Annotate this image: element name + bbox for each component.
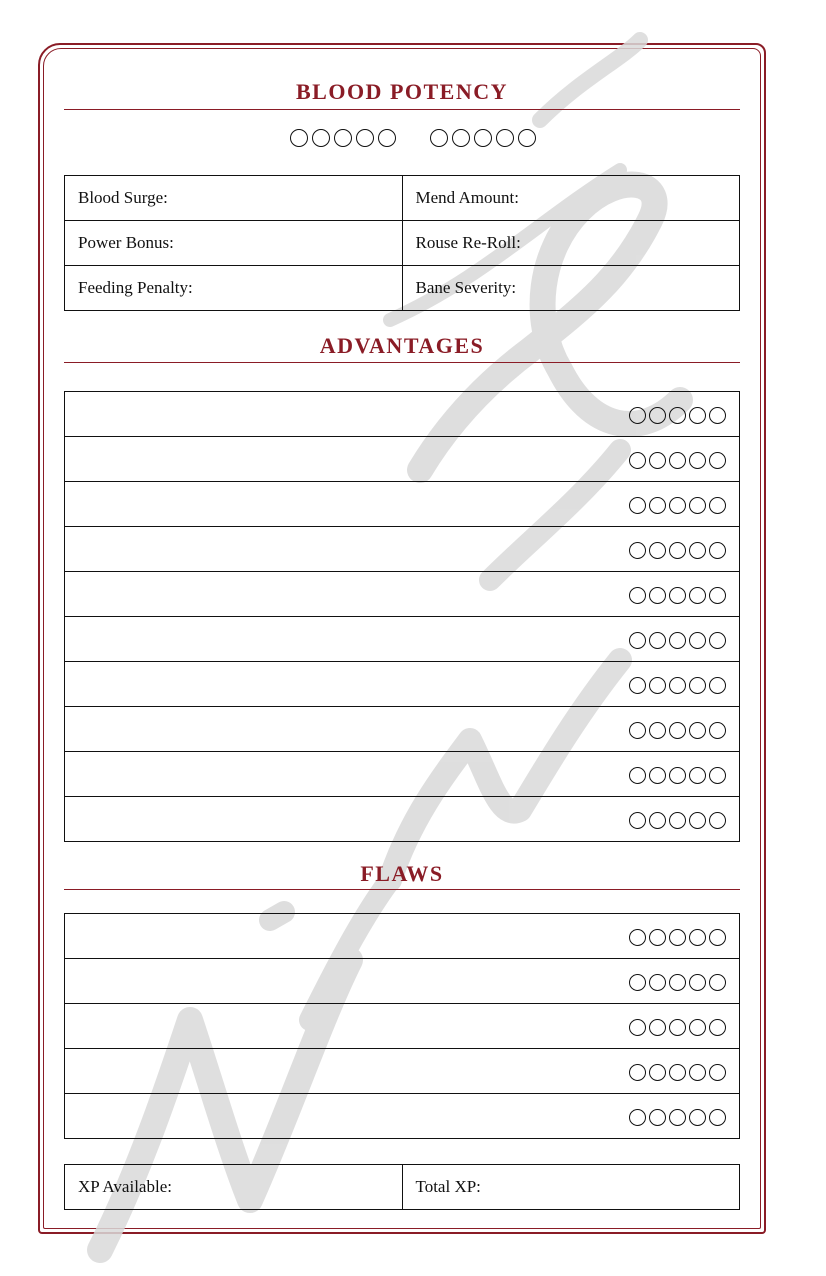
dot[interactable] [474, 129, 492, 147]
rating-dot[interactable] [629, 632, 646, 649]
flaws-table [64, 913, 740, 1139]
rating-dot[interactable] [669, 497, 686, 514]
rating-dot[interactable] [689, 677, 706, 694]
blood-potency-dots [0, 127, 826, 147]
rating-dot[interactable] [669, 929, 686, 946]
advantage-row-cell[interactable] [65, 482, 740, 527]
rating-dots [627, 971, 727, 991]
rating-dot[interactable] [689, 1019, 706, 1036]
rating-dot[interactable] [689, 497, 706, 514]
rating-dot[interactable] [669, 542, 686, 559]
rating-dot[interactable] [669, 452, 686, 469]
dot[interactable] [430, 129, 448, 147]
rating-dot[interactable] [669, 407, 686, 424]
dot[interactable] [452, 129, 470, 147]
dot[interactable] [518, 129, 536, 147]
advantage-row-cell[interactable] [65, 527, 740, 572]
rating-dot[interactable] [669, 722, 686, 739]
advantage-row-cell[interactable] [65, 752, 740, 797]
rating-dot[interactable] [709, 677, 726, 694]
rating-dot[interactable] [629, 452, 646, 469]
rating-dot[interactable] [649, 974, 666, 991]
flaw-row[interactable] [65, 1094, 740, 1139]
rating-dots [627, 539, 727, 559]
rating-dot[interactable] [709, 767, 726, 784]
flaw-row[interactable] [65, 914, 740, 959]
section-rule [64, 362, 740, 363]
rating-dots [627, 494, 727, 514]
flaw-row[interactable] [65, 1004, 740, 1049]
field-power-bonus[interactable]: Power Bonus: [65, 221, 403, 266]
advantage-row[interactable] [65, 617, 740, 662]
flaw-row-cell[interactable] [65, 1049, 740, 1094]
rating-dot[interactable] [709, 1109, 726, 1126]
flaw-row-cell[interactable] [65, 914, 740, 959]
rating-dot[interactable] [689, 587, 706, 604]
field-bane-severity[interactable]: Bane Severity: [402, 266, 740, 311]
advantage-row[interactable] [65, 437, 740, 482]
flaw-row[interactable] [65, 959, 740, 1004]
rating-dot[interactable] [629, 1109, 646, 1126]
rating-dot[interactable] [649, 497, 666, 514]
dot[interactable] [334, 129, 352, 147]
rating-dot[interactable] [629, 1064, 646, 1081]
dot-group-2 [428, 127, 538, 147]
rating-dot[interactable] [629, 767, 646, 784]
advantage-row[interactable] [65, 662, 740, 707]
flaw-row-cell[interactable] [65, 959, 740, 1004]
advantages-table [64, 391, 740, 842]
rating-dot[interactable] [709, 722, 726, 739]
rating-dot[interactable] [689, 722, 706, 739]
rating-dots [627, 809, 727, 829]
advantage-row[interactable] [65, 482, 740, 527]
advantage-row-cell[interactable] [65, 572, 740, 617]
rating-dot[interactable] [629, 542, 646, 559]
rating-dot[interactable] [709, 407, 726, 424]
table-row [65, 221, 740, 266]
rating-dot[interactable] [629, 812, 646, 829]
rating-dot[interactable] [689, 407, 706, 424]
rating-dot[interactable] [709, 542, 726, 559]
rating-dots [627, 449, 727, 469]
rating-dots [627, 674, 727, 694]
rating-dots [627, 404, 727, 424]
rating-dots [627, 1061, 727, 1081]
rating-dot[interactable] [689, 1064, 706, 1081]
dot-group-1 [288, 127, 398, 147]
rating-dot[interactable] [629, 497, 646, 514]
rating-dots [627, 926, 727, 946]
advantage-row-cell[interactable] [65, 662, 740, 707]
rating-dot[interactable] [669, 1109, 686, 1126]
rating-dot[interactable] [669, 1064, 686, 1081]
rating-dots [627, 1106, 727, 1126]
xp-table [64, 1164, 740, 1210]
field-xp-available[interactable]: XP Available: [65, 1165, 403, 1210]
rating-dot[interactable] [649, 452, 666, 469]
rating-dot[interactable] [649, 677, 666, 694]
advantage-row-cell[interactable] [65, 437, 740, 482]
section-rule [64, 889, 740, 890]
rating-dot[interactable] [689, 452, 706, 469]
blood-potency-table [64, 175, 740, 311]
rating-dot[interactable] [649, 407, 666, 424]
advantage-row-cell[interactable] [65, 392, 740, 437]
advantage-row[interactable] [65, 527, 740, 572]
rating-dot[interactable] [669, 767, 686, 784]
rating-dot[interactable] [649, 1109, 666, 1126]
rating-dot[interactable] [709, 974, 726, 991]
rating-dot[interactable] [649, 929, 666, 946]
advantage-row-cell[interactable] [65, 707, 740, 752]
advantage-row[interactable] [65, 392, 740, 437]
rating-dot[interactable] [629, 587, 646, 604]
advantage-row[interactable] [65, 707, 740, 752]
rating-dot[interactable] [689, 632, 706, 649]
section-title-advantages: ADVANTAGES [319, 333, 485, 358]
rating-dot[interactable] [629, 929, 646, 946]
rating-dot[interactable] [689, 767, 706, 784]
rating-dot[interactable] [689, 812, 706, 829]
rating-dots [627, 764, 727, 784]
rating-dot[interactable] [709, 587, 726, 604]
dot[interactable] [290, 129, 308, 147]
rating-dot[interactable] [669, 1019, 686, 1036]
field-feeding-penalty[interactable]: Feeding Penalty: [65, 266, 403, 311]
rating-dot[interactable] [669, 632, 686, 649]
rating-dot[interactable] [649, 542, 666, 559]
rating-dot[interactable] [629, 1019, 646, 1036]
table-row [65, 1165, 740, 1210]
rating-dot[interactable] [709, 1064, 726, 1081]
rating-dot[interactable] [629, 974, 646, 991]
section-title-flaws: FLAWS [360, 861, 444, 886]
rating-dot[interactable] [689, 929, 706, 946]
rating-dot[interactable] [649, 632, 666, 649]
rating-dot[interactable] [649, 1019, 666, 1036]
rating-dot[interactable] [709, 812, 726, 829]
rating-dot[interactable] [709, 497, 726, 514]
rating-dot[interactable] [709, 452, 726, 469]
rating-dot[interactable] [689, 974, 706, 991]
field-total-xp[interactable]: Total XP: [402, 1165, 740, 1210]
advantage-row-cell[interactable] [65, 617, 740, 662]
rating-dot[interactable] [649, 767, 666, 784]
rating-dots [627, 1016, 727, 1036]
rating-dot[interactable] [649, 722, 666, 739]
flaw-row-cell[interactable] [65, 1094, 740, 1139]
rating-dots [627, 584, 727, 604]
rating-dot[interactable] [689, 542, 706, 559]
rating-dots [627, 629, 727, 649]
flaw-row-cell[interactable] [65, 1004, 740, 1049]
rating-dot[interactable] [709, 1019, 726, 1036]
rating-dot[interactable] [669, 974, 686, 991]
rating-dot[interactable] [669, 587, 686, 604]
rating-dots [627, 719, 727, 739]
field-blood-surge[interactable]: Blood Surge: [65, 176, 403, 221]
field-rouse-reroll[interactable]: Rouse Re-Roll: [402, 221, 740, 266]
rating-dot[interactable] [629, 722, 646, 739]
flaw-row[interactable] [65, 1049, 740, 1094]
advantage-row-cell[interactable] [65, 797, 740, 842]
rating-dot[interactable] [649, 1064, 666, 1081]
advantage-row[interactable] [65, 752, 740, 797]
table-row [65, 176, 740, 221]
section-title-blood-potency: BLOOD POTENCY [295, 79, 509, 104]
rating-dot[interactable] [669, 677, 686, 694]
section-rule [64, 109, 740, 110]
table-row [65, 266, 740, 311]
field-mend-amount[interactable]: Mend Amount: [402, 176, 740, 221]
rating-dot[interactable] [689, 1109, 706, 1126]
rating-dot[interactable] [649, 812, 666, 829]
rating-dot[interactable] [649, 587, 666, 604]
dot[interactable] [496, 129, 514, 147]
dot[interactable] [378, 129, 396, 147]
dot[interactable] [356, 129, 374, 147]
rating-dot[interactable] [629, 677, 646, 694]
rating-dot[interactable] [629, 407, 646, 424]
rating-dot[interactable] [709, 929, 726, 946]
dot[interactable] [312, 129, 330, 147]
rating-dot[interactable] [669, 812, 686, 829]
advantage-row[interactable] [65, 797, 740, 842]
advantage-row[interactable] [65, 572, 740, 617]
rating-dot[interactable] [709, 632, 726, 649]
